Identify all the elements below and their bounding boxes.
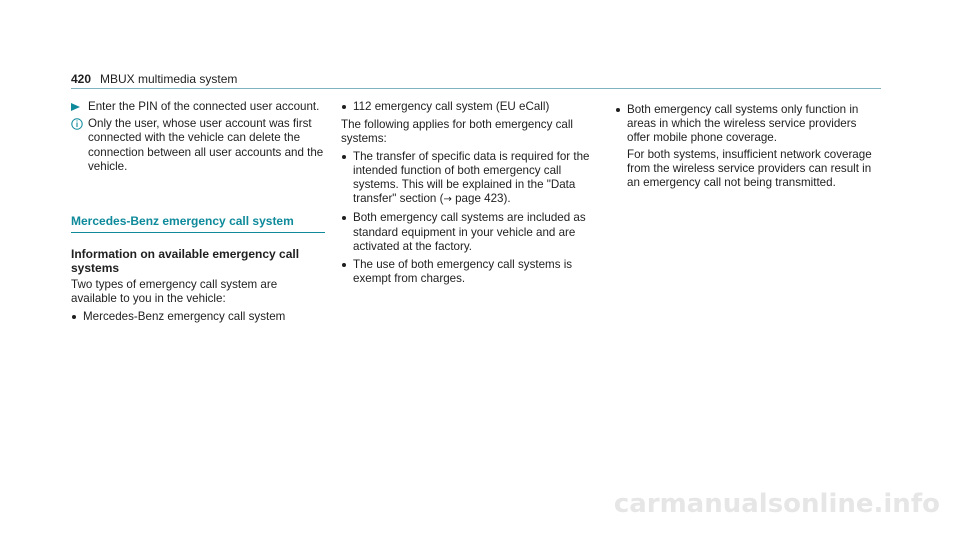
list-item-text: Both emergency call systems only function in areas in which the wireless service providers offer mobile phone coverage. bbox=[627, 103, 859, 145]
column-3 bbox=[615, 100, 880, 194]
watermark: carmanualsonline.info bbox=[613, 489, 940, 519]
column-1 bbox=[71, 100, 326, 328]
info-icon bbox=[71, 118, 83, 130]
list-item-text: The transfer of specific data is required for the intended function of both emergency call systems. This will be explained in the "Data transfer" section bbox=[353, 149, 590, 206]
list-item: Both emergency call systems are included as standard equipment in your vehicle and are activated at the factory. bbox=[341, 211, 601, 254]
indented-paragraph: For both systems, insufficient network coverage from the wireless service providers can result in an emergency call not being transmitted. bbox=[627, 147, 872, 190]
list-item: The transfer of specific data is required for the intended function of both emergency call systems. This will be explained in the "Data transfer" section (→ page 423). bbox=[341, 150, 601, 208]
info-note bbox=[71, 117, 326, 174]
step-text: Enter the PIN of the connected user account. bbox=[88, 100, 320, 113]
list-item: The use of both emergency call systems is exempt from charges. bbox=[341, 258, 601, 286]
column-2 bbox=[341, 100, 601, 290]
header-divider bbox=[71, 88, 881, 89]
list-item: Mercedes-Benz emergency call system bbox=[71, 310, 326, 324]
page-reference-link[interactable]: page 423 bbox=[455, 192, 504, 206]
page-number: 420 bbox=[71, 72, 92, 86]
arrow-right-icon: → bbox=[443, 194, 452, 206]
section-heading: Mercedes-Benz emergency call system bbox=[71, 214, 325, 233]
bullet-list bbox=[341, 100, 601, 114]
subheading: Information on available emergency call systems bbox=[71, 247, 300, 276]
list-item bbox=[615, 103, 880, 190]
list-item: 112 emergency call system (EU eCall) bbox=[341, 100, 601, 114]
page-header bbox=[71, 72, 881, 86]
play-triangle-icon bbox=[71, 103, 80, 111]
instruction-step bbox=[71, 100, 326, 114]
bullet-list bbox=[341, 150, 601, 287]
bullet-list bbox=[615, 103, 880, 190]
intro-paragraph: Two types of emergency call system are available to you in the vehicle: bbox=[71, 278, 278, 306]
bullet-list bbox=[71, 310, 326, 324]
intro-paragraph: The following applies for both emergency call systems: bbox=[341, 118, 573, 146]
note-text: Only the user, whose user account was first connected with the vehicle can delete the connection between all user accounts and the vehicle. bbox=[88, 117, 324, 173]
page-title: MBUX multimedia system bbox=[100, 72, 238, 86]
